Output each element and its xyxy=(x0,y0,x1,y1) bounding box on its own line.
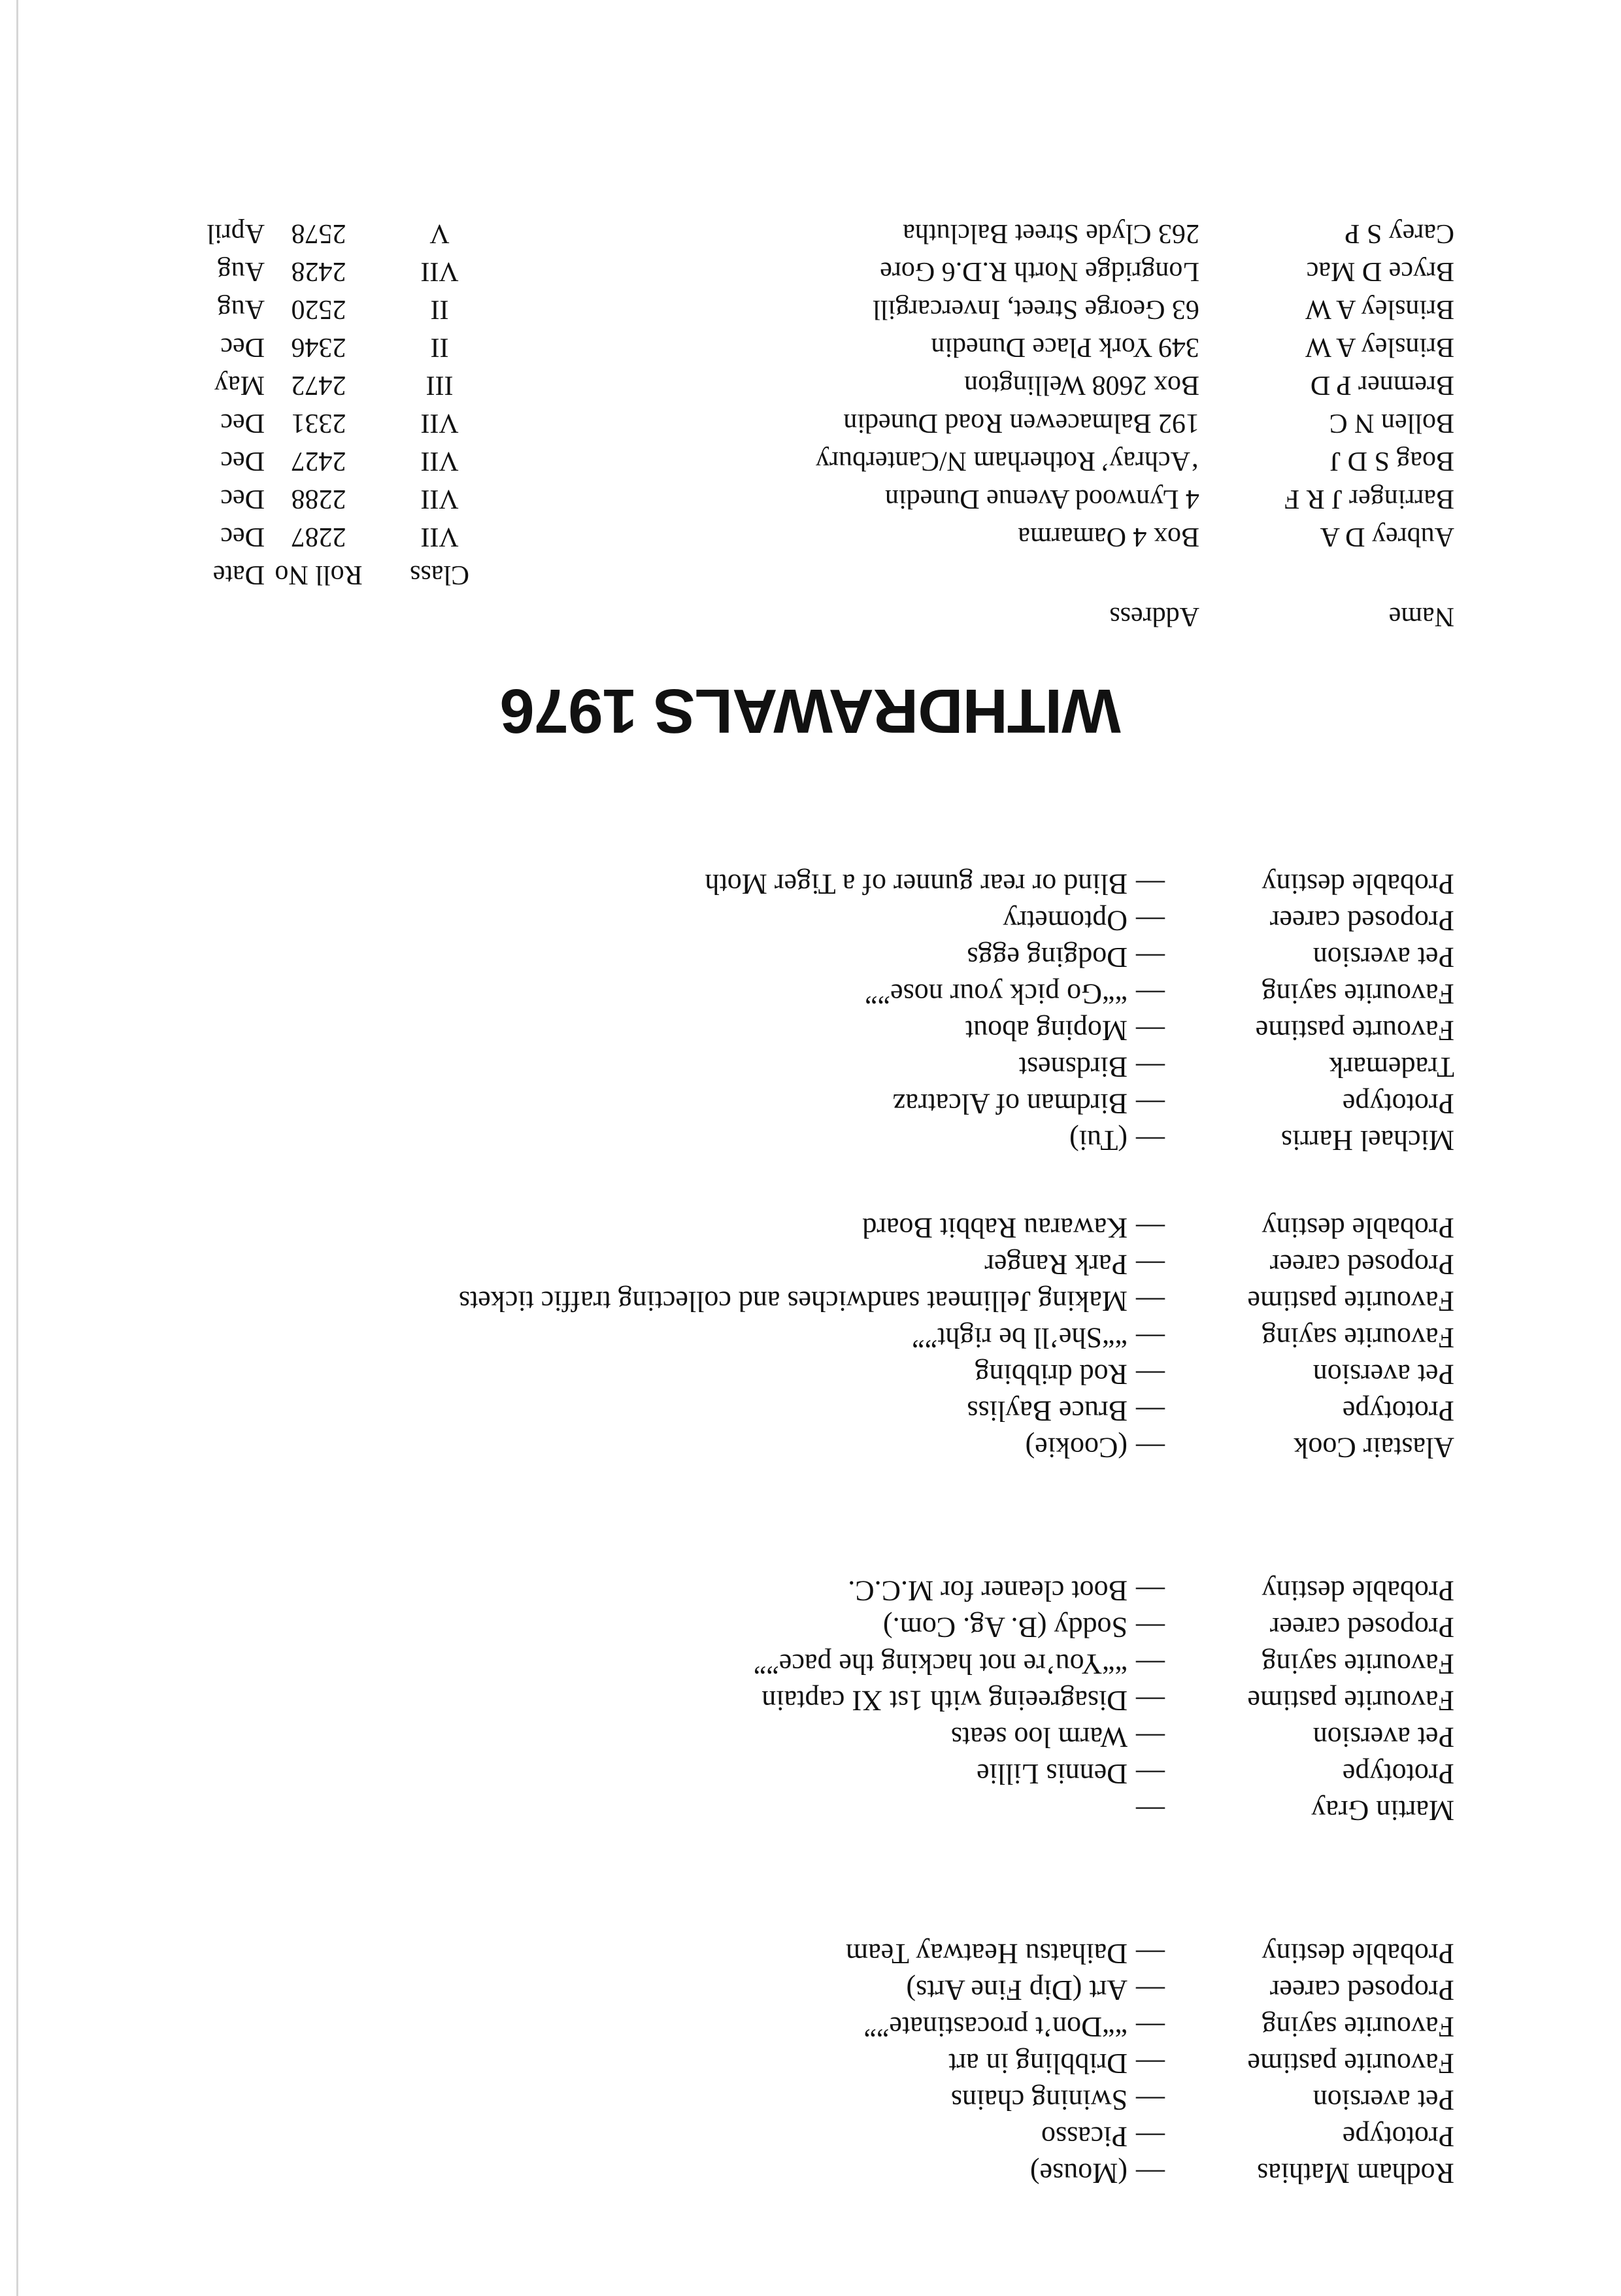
field-value: Optometry xyxy=(1003,905,1128,937)
dash: — xyxy=(1136,1285,1165,1317)
dash: — xyxy=(1136,1249,1165,1281)
cell-address: Box 2608 Wellington xyxy=(964,370,1199,400)
field-value: Moping about xyxy=(965,1015,1128,1047)
profile-nickname: (Cookie) xyxy=(1025,1432,1128,1464)
field-label: Pet aversion xyxy=(1312,1359,1454,1391)
profile-martin-gray xyxy=(82,1572,1454,1829)
field-label: Trademark xyxy=(1329,1051,1454,1083)
profile-field xyxy=(82,1049,1454,1085)
profile-field xyxy=(82,2008,1454,2045)
profile-field xyxy=(82,1719,1454,1755)
cell-roll: 2287 xyxy=(291,522,346,552)
field-label: Favourite pastime xyxy=(1247,1285,1454,1317)
cell-name: Carey S P xyxy=(1345,218,1454,248)
dash: — xyxy=(1136,1212,1165,1244)
field-value: Bruce Bayliss xyxy=(967,1395,1128,1427)
field-label: Proposed career xyxy=(1269,1249,1454,1281)
profile-field xyxy=(82,1755,1454,1792)
profile-field xyxy=(82,902,1454,939)
profile-field xyxy=(82,1972,1454,2008)
cell-address: 192 Balmacewen Road Dunedin xyxy=(843,408,1199,438)
field-value: Daihatsu Heatway Team xyxy=(845,1938,1128,1970)
cell-date: Aug xyxy=(217,256,265,286)
table-row xyxy=(16,442,1454,480)
field-value: Disagreeing with 1st XI captain xyxy=(761,1685,1128,1717)
cell-address: 63 George Street, Invercargill xyxy=(873,294,1199,324)
field-value: Boot cleaner for M.C.C. xyxy=(848,1575,1128,1607)
profile-alastair-cook xyxy=(82,1209,1454,1466)
field-label: Favourite saying xyxy=(1262,1322,1454,1354)
field-label: Probable destiny xyxy=(1262,1938,1454,1970)
header-roll: Roll No xyxy=(275,560,363,590)
field-value: ““Don’t procastinate”” xyxy=(863,2011,1128,2043)
field-label: Prototype xyxy=(1342,1758,1454,1790)
cell-class: VII xyxy=(420,484,459,514)
header-spacer xyxy=(507,556,1199,594)
cell-class: III xyxy=(426,370,454,400)
profile-field xyxy=(82,1393,1454,1429)
profile-michael-harris xyxy=(82,866,1454,1158)
field-value: Dodging eggs xyxy=(967,941,1128,973)
cell-date: April xyxy=(207,218,265,248)
field-value: Blind or rear gunner of a Tiger Moth xyxy=(705,868,1128,900)
table-row xyxy=(16,328,1454,366)
table-row xyxy=(16,214,1454,252)
dash: — xyxy=(1136,978,1165,1010)
profile-field xyxy=(82,1935,1454,1972)
profile-field xyxy=(82,866,1454,902)
dash: — xyxy=(1136,1612,1165,1644)
dash: — xyxy=(1136,2048,1165,2080)
profile-field xyxy=(82,2118,1454,2155)
dash: — xyxy=(1136,1648,1165,1680)
profile-nickname xyxy=(82,1792,1128,1829)
cell-class: II xyxy=(430,332,449,362)
dash: — xyxy=(1136,1795,1165,1827)
dash: — xyxy=(1136,2157,1165,2189)
field-value: Kawarau Rabbit Board xyxy=(862,1212,1128,1244)
profile-field xyxy=(82,1682,1454,1719)
profile-field xyxy=(82,1356,1454,1393)
cell-roll: 2427 xyxy=(291,446,346,476)
withdrawals-table xyxy=(16,214,1454,635)
profile-field xyxy=(82,1609,1454,1646)
profile-nickname: (Mouse) xyxy=(1029,2157,1128,2189)
cell-class: II xyxy=(430,294,449,324)
dash: — xyxy=(1136,1685,1165,1717)
field-label: Pet aversion xyxy=(1312,1721,1454,1753)
dash: — xyxy=(1136,2011,1165,2043)
profile-header xyxy=(82,2155,1454,2191)
profile-header xyxy=(82,1122,1454,1158)
cell-name: Brinsley A W xyxy=(1305,294,1454,324)
field-label: Favourite saying xyxy=(1262,1648,1454,1680)
field-value: ““Go pick your nose”” xyxy=(865,978,1128,1010)
profile-field xyxy=(82,1572,1454,1609)
cell-address: 4 Lynwood Avenue Dunedin xyxy=(885,484,1199,514)
header-address: Address xyxy=(1109,601,1199,632)
profile-field xyxy=(82,1209,1454,1246)
field-value: Dennis Lillie xyxy=(977,1758,1128,1790)
table-row xyxy=(16,480,1454,518)
dash: — xyxy=(1136,1088,1165,1120)
dash: — xyxy=(1136,941,1165,973)
table-row xyxy=(16,518,1454,556)
cell-class: VII xyxy=(420,446,459,476)
field-value: Picasso xyxy=(1041,2121,1128,2153)
field-value: Soddy (B. Ag. Com.) xyxy=(882,1612,1128,1644)
profile-header xyxy=(82,1429,1454,1466)
table-row xyxy=(16,366,1454,404)
table-row xyxy=(16,404,1454,442)
header-date: Date xyxy=(212,560,265,590)
profile-field xyxy=(82,939,1454,975)
profile-field xyxy=(82,975,1454,1012)
field-label: Proposed career xyxy=(1269,905,1454,937)
field-value: Making Jellimeat sandwiches and collecting traffic tickets xyxy=(458,1285,1128,1317)
profile-field xyxy=(82,1012,1454,1049)
cell-date: Dec xyxy=(220,332,265,362)
cell-roll: 2520 xyxy=(291,294,346,324)
cell-name: Boag S D J xyxy=(1329,446,1454,476)
dash: — xyxy=(1136,1575,1165,1607)
cell-date: Dec xyxy=(220,484,265,514)
profile-name: Michael Harris xyxy=(1280,1124,1454,1156)
cell-name: Aubrey D A xyxy=(1320,522,1454,552)
profile-rodham-mathias xyxy=(82,1935,1454,2191)
dash: — xyxy=(1136,1015,1165,1047)
cell-address: Box 4 Oamarma xyxy=(1018,522,1199,552)
table-header-row xyxy=(16,598,1454,635)
field-value: Art (Dip Fine Arts) xyxy=(906,1974,1128,2006)
table-header-row xyxy=(16,556,1454,594)
header-spacer xyxy=(1199,556,1454,594)
dash: — xyxy=(1136,868,1165,900)
profile-field xyxy=(82,1283,1454,1319)
profile-field xyxy=(82,2082,1454,2118)
page-title: WITHDRAWALS 1976 xyxy=(500,676,1121,746)
dash: — xyxy=(1136,905,1165,937)
field-value: Warm loo seats xyxy=(950,1721,1128,1753)
dash: — xyxy=(1136,1938,1165,1970)
cell-class: VII xyxy=(420,522,459,552)
field-label: Prototype xyxy=(1342,2121,1454,2153)
field-value: ““She’ll be right”” xyxy=(912,1322,1128,1354)
profile-field xyxy=(82,1085,1454,1122)
header-class: Class xyxy=(410,560,470,590)
cell-roll: 2331 xyxy=(291,408,346,438)
cell-date: Dec xyxy=(220,522,265,552)
field-value: Birdman of Alcatraz xyxy=(892,1088,1128,1120)
field-label: Pet aversion xyxy=(1312,941,1454,973)
dash: — xyxy=(1136,1721,1165,1753)
dash: — xyxy=(1136,2084,1165,2116)
field-value: Birdsnest xyxy=(1018,1051,1128,1083)
profile-field xyxy=(82,1646,1454,1682)
header-name: Name xyxy=(1388,601,1454,632)
table-row xyxy=(16,290,1454,328)
cell-name: Bremner P D xyxy=(1310,370,1454,400)
profile-field xyxy=(82,1246,1454,1283)
cell-address: Longridge North R.D.6 Gore xyxy=(880,256,1199,286)
cell-roll: 2472 xyxy=(291,370,346,400)
profile-field xyxy=(82,2045,1454,2082)
cell-class: VII xyxy=(420,408,459,438)
field-value: Swining chains xyxy=(950,2084,1128,2116)
profile-field xyxy=(82,1319,1454,1356)
dash: — xyxy=(1136,1974,1165,2006)
field-label: Favourite saying xyxy=(1262,2011,1454,2043)
field-label: Prototype xyxy=(1342,1088,1454,1120)
dash: — xyxy=(1136,1758,1165,1790)
cell-address: 263 Clyde Street Balclutha xyxy=(903,218,1199,248)
cell-address: ‘Achray’ Rotherham N/Canterbury xyxy=(815,446,1199,476)
field-label: Proposed career xyxy=(1269,1974,1454,2006)
cell-name: Brinsley A W xyxy=(1305,332,1454,362)
profile-name: Rodham Mathias xyxy=(1257,2157,1454,2189)
profile-nickname: (Tui) xyxy=(1069,1124,1128,1156)
cell-date: Dec xyxy=(220,446,265,476)
cell-date: Dec xyxy=(220,408,265,438)
cell-address: 349 York Place Dunedin xyxy=(931,332,1199,362)
profile-header xyxy=(82,1792,1454,1829)
field-label: Probable destiny xyxy=(1262,1575,1454,1607)
dash: — xyxy=(1136,1359,1165,1391)
field-label: Probable destiny xyxy=(1262,868,1454,900)
cell-name: Barringer J R F xyxy=(1284,484,1454,514)
cell-name: Bollen N C xyxy=(1329,408,1454,438)
field-label: Prototype xyxy=(1342,1395,1454,1427)
field-value: Rod dribbing xyxy=(975,1359,1128,1391)
profile-name: Martin Gray xyxy=(1311,1795,1454,1827)
field-label: Probable destiny xyxy=(1262,1212,1454,1244)
cell-roll: 2428 xyxy=(291,256,346,286)
cell-date: May xyxy=(214,370,265,400)
field-value: ““You’re not hacking the pace”” xyxy=(753,1648,1128,1680)
table-row xyxy=(16,252,1454,290)
field-label: Favourite pastime xyxy=(1247,2048,1454,2080)
dash: — xyxy=(1136,1051,1165,1083)
cell-class: V xyxy=(429,218,450,248)
field-value: Dribbling in art xyxy=(948,2048,1128,2080)
field-value: Park Ranger xyxy=(984,1249,1128,1281)
cell-roll: 2288 xyxy=(291,484,346,514)
dash: — xyxy=(1136,2121,1165,2153)
profile-name: Alastair Cook xyxy=(1294,1432,1454,1464)
dash: — xyxy=(1136,1322,1165,1354)
field-label: Favourite pastime xyxy=(1247,1685,1454,1717)
field-label: Proposed career xyxy=(1269,1612,1454,1644)
field-label: Pet aversion xyxy=(1312,2084,1454,2116)
dash: — xyxy=(1136,1432,1165,1464)
dash: — xyxy=(1136,1395,1165,1427)
cell-date: Aug xyxy=(217,294,265,324)
cell-roll: 2578 xyxy=(291,218,346,248)
cell-class: VII xyxy=(420,256,459,286)
field-label: Favourite saying xyxy=(1262,978,1454,1010)
dash: — xyxy=(1136,1124,1165,1156)
cell-name: Bryce D Mac xyxy=(1306,256,1454,286)
cell-roll: 2346 xyxy=(291,332,346,362)
field-label: Favourte pastime xyxy=(1255,1015,1454,1047)
